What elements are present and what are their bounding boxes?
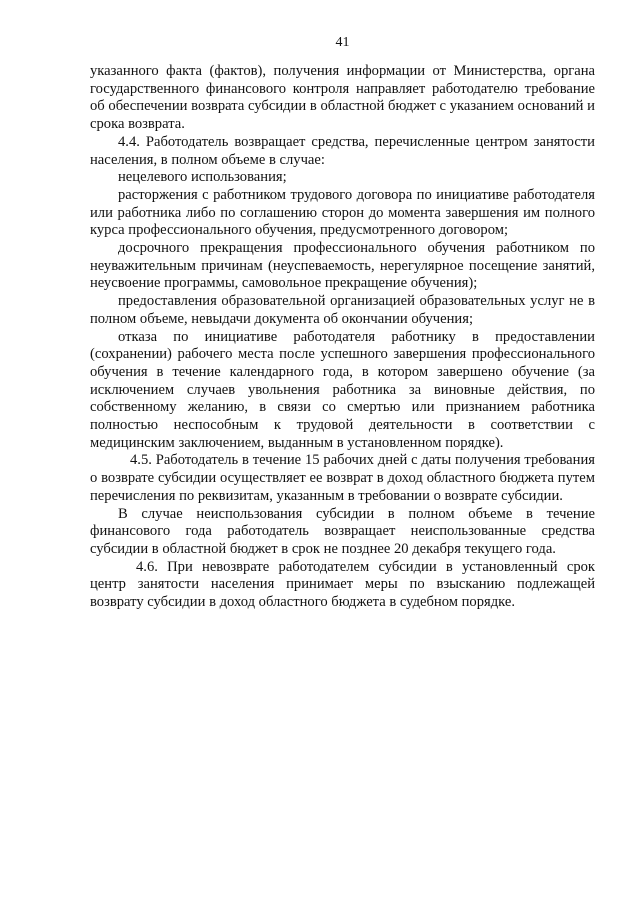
list-item-refusal: отказа по инициативе работодателя работнику в предоставлении (сохранении) рабочего места после успешного завершения профессионального обучения в течение календарного года, в котором завершено обучение (за исключением случаев увольнения работника за виновные действия, по собственному желанию, в связи со смертью или признанием работника полностью неспособным к трудовой деятельности в соответствии с медицинским заключением, выданным в установленном порядке). [90,328,595,451]
paragraph-4-5: 4.5. Работодатель в течение 15 рабочих дней с даты получения требования о возврате субсидии осуществляет ее возврат в доход областного бюджета путем перечисления по реквизитам, указанным в требовании о возврате субсидии. [90,452,595,504]
document-body [90,63,595,612]
list-item-misuse: нецелевого использования; [118,169,287,186]
paragraph-4-6: 4.6. При невозврате работодателем субсидии в установленный срок центр занятости населения принимает меры по взысканию подлежащей возврату субсидии в доход областного бюджета в судебном порядке. [90,558,595,611]
page-number: 41 [335,35,350,50]
paragraph-1: указанного факта (фактов), получения информации от Министерства, органа государственного финансового контроля направляет работодателю требование об обеспечении возврата субсидии в областной бюджет с указанием оснований и срока возврата. [90,63,595,133]
paragraph-unused-subsidy: В случае неиспользования субсидии в полном объеме в течение финансового года работодатель возвращает неиспользованные средства субсидии в областной бюджет в срок не позднее 20 декабря текущего года. [90,505,595,557]
list-item-incomplete-services: предоставления образовательной организацией образовательных услуг не в полном объеме, невыдачи документа об окончании обучения; [90,293,595,327]
list-item-early-stop: досрочного прекращения профессионального обучения работником по неуважительным причинам (неуспеваемость, нерегулярное посещение занятий, неусвоение программы, самовольное прекращение обучения); [90,240,595,292]
list-item-termination: расторжения с работником трудового договора по инициативе работодателя или работника либо по соглашению сторон до момента завершения им полного курса профессионального обучения, предусмотренного договором; [90,186,595,239]
paragraph-4-4: 4.4. Работодатель возвращает средства, перечисленные центром занятости населения, в полном объеме в случае: [90,133,595,168]
